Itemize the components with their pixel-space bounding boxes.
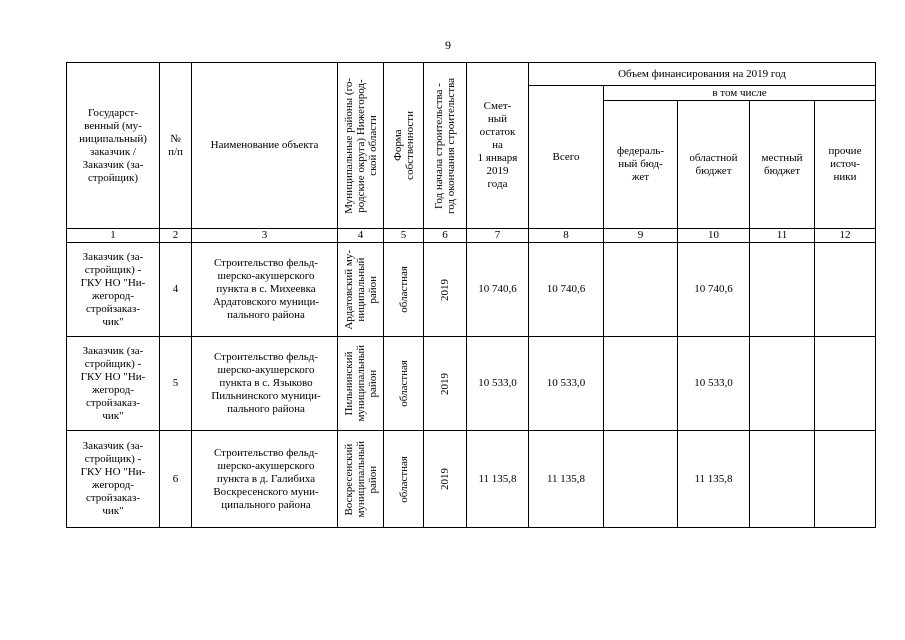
column-number: 11 xyxy=(750,229,815,243)
column-number: 8 xyxy=(529,229,604,243)
header-local: местный бюджет xyxy=(750,101,815,229)
column-number: 6 xyxy=(424,229,467,243)
page-number: 9 xyxy=(445,38,451,52)
column-number: 3 xyxy=(192,229,338,243)
column-number: 2 xyxy=(160,229,192,243)
row-federal xyxy=(604,337,678,431)
row-federal xyxy=(604,243,678,337)
row-total: 10 533,0 xyxy=(529,337,604,431)
row-customer: Заказчик (за- стройщик) - ГКУ НО "Ни- жегород- стройзаказ- чик" xyxy=(67,337,160,431)
row-remainder: 10 740,6 xyxy=(467,243,529,337)
row-years-cell xyxy=(424,431,467,528)
column-number: 1 xyxy=(67,229,160,243)
header-federal: федераль- ный бюд- жет xyxy=(604,101,678,229)
header-total: Всего xyxy=(529,86,604,229)
header-regional: областной бюджет xyxy=(678,101,750,229)
row-years-cell xyxy=(424,337,467,431)
column-number: 7 xyxy=(467,229,529,243)
header-ownership-cell xyxy=(384,63,424,229)
row-total: 10 740,6 xyxy=(529,243,604,337)
header-district-cell xyxy=(338,63,384,229)
column-number: 10 xyxy=(678,229,750,243)
row-ownership-cell xyxy=(384,243,424,337)
row-total: 11 135,8 xyxy=(529,431,604,528)
row-num: 4 xyxy=(160,243,192,337)
header-funding-group: Объем финансирования на 2019 год xyxy=(529,63,876,86)
row-ownership: областная xyxy=(397,360,410,407)
row-ownership: областная xyxy=(397,266,410,313)
row-years: 2019 xyxy=(439,278,451,301)
row-object-name: Строительство фельд- шерско-акушерского пункта в с. Языково Пильнинского муници- пального района xyxy=(192,337,338,431)
row-district: Воскресенский муниципальный район xyxy=(342,440,379,518)
row-ownership-cell xyxy=(384,431,424,528)
column-number: 12 xyxy=(815,229,876,243)
header-including: в том числе xyxy=(604,86,876,101)
row-local xyxy=(750,431,815,528)
header-ownership: Форма собственности xyxy=(391,111,416,180)
row-ownership: областная xyxy=(397,455,410,503)
row-regional: 11 135,8 xyxy=(678,431,750,528)
row-customer: Заказчик (за- стройщик) - ГКУ НО "Ни- жегород- стройзаказ- чик" xyxy=(67,431,160,528)
row-federal xyxy=(604,431,678,528)
table-row xyxy=(67,243,876,337)
row-years: 2019 xyxy=(439,468,451,490)
row-local xyxy=(750,337,815,431)
row-years: 2019 xyxy=(439,372,451,395)
row-num: 5 xyxy=(160,337,192,431)
row-other xyxy=(815,243,876,337)
row-remainder: 10 533,0 xyxy=(467,337,529,431)
header-years: Год начала строительства - год окончания строительства xyxy=(433,77,457,214)
header-object-name: Наименование объекта xyxy=(192,63,338,229)
header-district: Муниципальные районы (го- родские округа) Нижегород- ской области xyxy=(342,77,379,214)
row-object-name: Строительство фельд- шерско-акушерского пункта в д. Галибиха Воскресенского муни- ципального района xyxy=(192,431,338,528)
column-number-row xyxy=(67,229,876,243)
row-years-cell xyxy=(424,243,467,337)
row-other xyxy=(815,431,876,528)
row-district-cell xyxy=(338,243,384,337)
header-remainder: Смет- ный остаток на 1 января 2019 года xyxy=(467,63,529,229)
header-customer: Государст- венный (му- ниципальный) заказчик / Заказчик (за- стройщик) xyxy=(67,63,160,229)
table-row xyxy=(67,337,876,431)
row-regional: 10 533,0 xyxy=(678,337,750,431)
header-num: № п/п xyxy=(160,63,192,229)
header-row-1 xyxy=(67,63,876,86)
header-years-cell xyxy=(424,63,467,229)
financing-table xyxy=(66,62,876,528)
table-row xyxy=(67,431,876,528)
column-number: 5 xyxy=(384,229,424,243)
row-district: Пильнинский муниципальный район xyxy=(342,345,379,422)
row-customer: Заказчик (за- стройщик) - ГКУ НО "Ни- жегород- стройзаказ- чик" xyxy=(67,243,160,337)
row-other xyxy=(815,337,876,431)
header-other: прочие источ- ники xyxy=(815,101,876,229)
row-remainder: 11 135,8 xyxy=(467,431,529,528)
row-district: Ардатовский му- ниципальный район xyxy=(342,249,379,330)
row-regional: 10 740,6 xyxy=(678,243,750,337)
row-object-name: Строительство фельд- шерско-акушерского пункта в с. Михеевка Ардатовского муници- пального района xyxy=(192,243,338,337)
row-district-cell xyxy=(338,337,384,431)
row-district-cell xyxy=(338,431,384,528)
column-number: 9 xyxy=(604,229,678,243)
row-ownership-cell xyxy=(384,337,424,431)
column-number: 4 xyxy=(338,229,384,243)
row-local xyxy=(750,243,815,337)
row-num: 6 xyxy=(160,431,192,528)
